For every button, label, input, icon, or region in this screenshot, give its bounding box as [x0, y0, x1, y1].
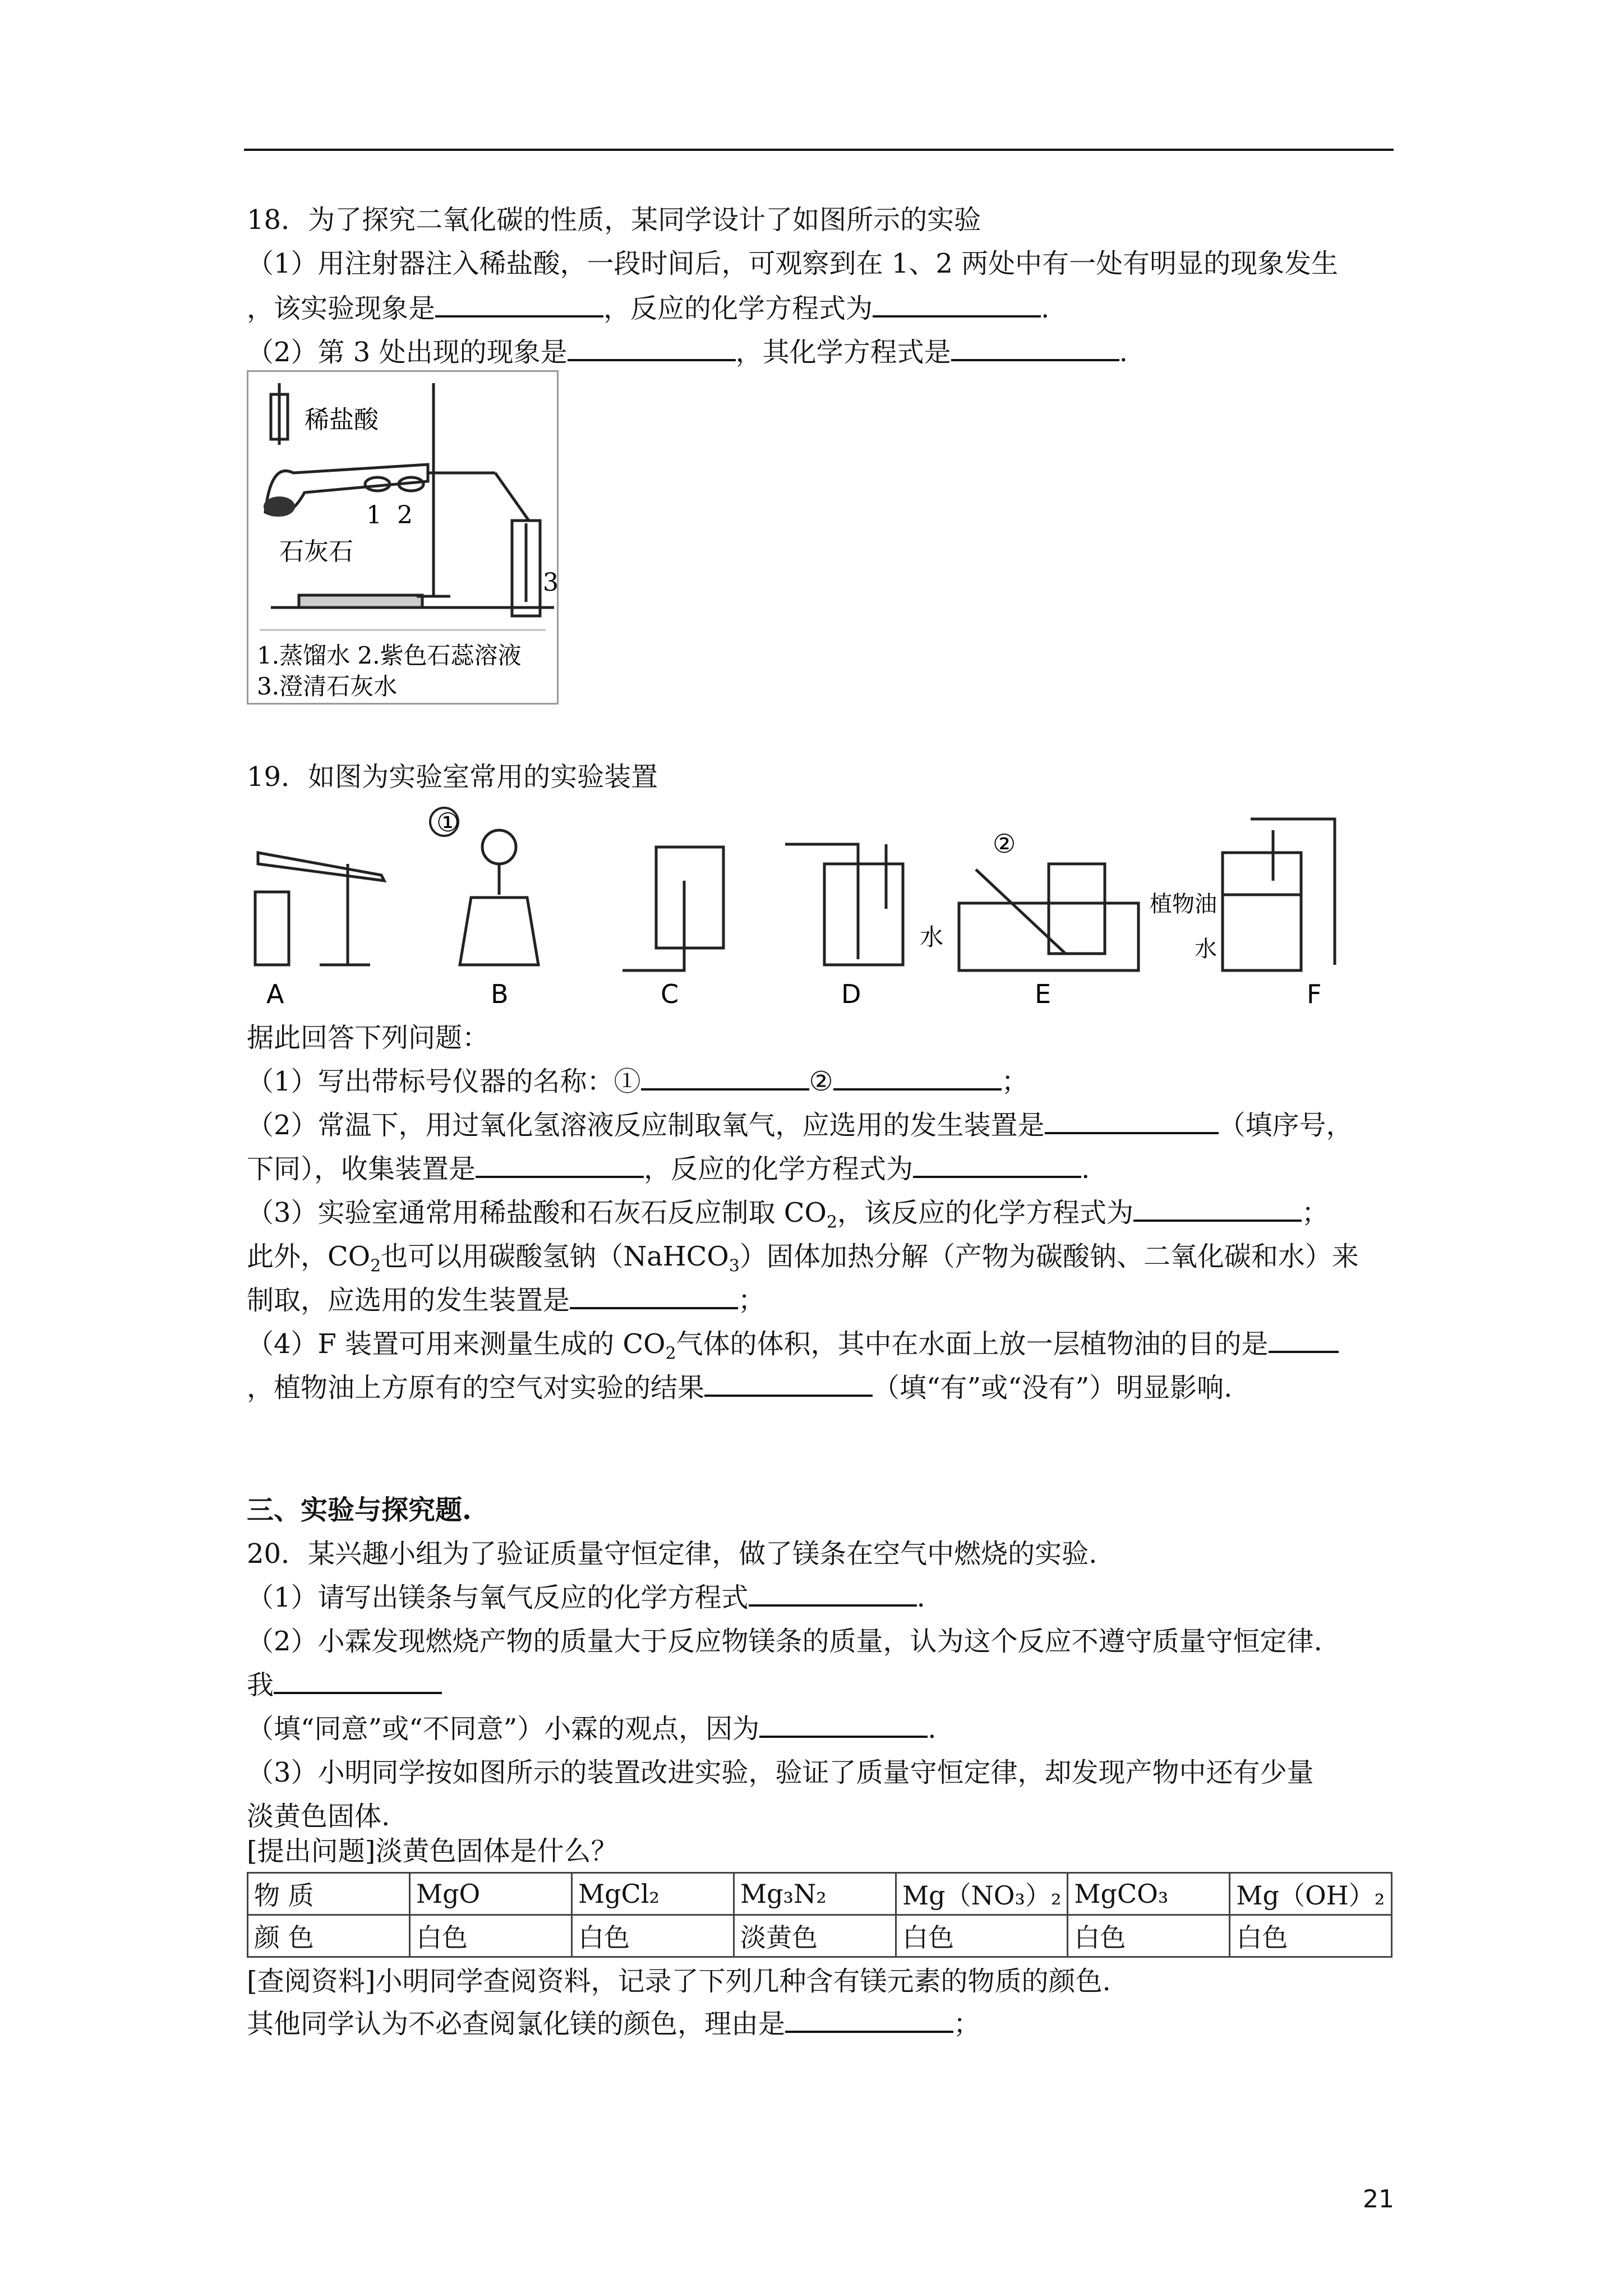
- answer-blank[interactable]: [476, 1153, 644, 1178]
- position-1-label: 1: [366, 501, 382, 530]
- label-b: B: [491, 979, 509, 1009]
- table-cell: Mg（NO₃）₂: [896, 1873, 1068, 1915]
- table-cell: 白色: [1068, 1915, 1230, 1957]
- label-a: A: [266, 979, 284, 1009]
- answer-blank[interactable]: [833, 1066, 1002, 1091]
- q20-part3-line2: 淡黄色固体.: [247, 1801, 390, 1832]
- q19-part4-line2: ，植物油上方原有的空气对实验的结果 （填“有”或“没有”）明显影响.: [247, 1372, 1233, 1404]
- header-rule: [244, 149, 1394, 151]
- q18-apparatus-figure: [247, 370, 559, 705]
- mark-1: ①: [436, 807, 460, 838]
- q18-part1-line1: （1）用注射器注入稀盐酸，一段时间后，可观察到在 1、2 两处中有一处有明显的现象发生: [247, 248, 1339, 279]
- q19-part3-line1: （3）实验室通常用稀盐酸和石灰石反应制取 $CO_2$，该反应的化学方程式为 ；: [247, 1197, 1329, 1232]
- q19-part2-line2: 下同），收集装置是 ，反应的化学方程式为 .: [247, 1153, 1090, 1185]
- page-number: 21: [1363, 2185, 1394, 2214]
- q20-part2-line1: （2）小霖发现燃烧产物的质量大于反应物镁条的质量，认为这个反应不遵守质量守恒定律.: [247, 1626, 1322, 1657]
- limestone-label: 石灰石: [279, 537, 353, 566]
- table-cell: 白色: [896, 1915, 1068, 1957]
- table-cell: Mg（OH）₂: [1230, 1873, 1392, 1915]
- answer-blank[interactable]: [704, 1372, 873, 1397]
- table-cell: 白色: [1230, 1915, 1392, 1957]
- table-cell: 白色: [410, 1915, 572, 1957]
- label-e: E: [1035, 979, 1052, 1009]
- q18-part1-line2: ，该实验现象是 ，反应的化学方程式为 .: [247, 293, 1050, 324]
- answer-blank[interactable]: [749, 1582, 917, 1607]
- magnesium-compounds-table: [247, 1872, 1393, 1958]
- oil-label: 植物油: [1150, 891, 1217, 917]
- table-row: [248, 1873, 1392, 1915]
- q19-apparatus-diagram: [247, 797, 1368, 1007]
- table-cell: MgO: [410, 1873, 572, 1915]
- position-3-label: 3: [543, 568, 559, 597]
- q18-title: 18．为了探究二氧化碳的性质，某同学设计了如图所示的实验: [247, 204, 981, 236]
- answer-blank[interactable]: [873, 293, 1041, 318]
- table-cell: 白色: [572, 1915, 734, 1957]
- q19-part1: （1）写出带标号仪器的名称：① ② ；: [247, 1066, 1029, 1097]
- answer-blank[interactable]: [951, 337, 1119, 361]
- table-cell: Mg₃N₂: [734, 1873, 896, 1915]
- answer-blank[interactable]: [913, 1153, 1081, 1178]
- answer-blank[interactable]: [274, 1669, 442, 1694]
- table-row: [248, 1915, 1392, 1957]
- q20-part2-line3: （填“同意”或“不同意”）小霖的观点，因为 .: [247, 1713, 937, 1745]
- q19-apparatus-figure: [247, 797, 1368, 1007]
- section-heading: 三、实验与探究题.: [247, 1494, 472, 1526]
- q20-part3-line1: （3）小明同学按如图所示的装置改进实验，验证了质量守恒定律，却发现产物中还有少量: [247, 1757, 1314, 1788]
- position-2-label: 2: [397, 501, 413, 530]
- mark-2: ②: [993, 829, 1016, 859]
- table-cell: MgCl₂: [572, 1873, 734, 1915]
- answer-blank[interactable]: [641, 1066, 809, 1091]
- q18-part2: （2）第 3 处出现的现象是 ，其化学方程式是 .: [247, 337, 1128, 368]
- answer-blank[interactable]: [570, 1285, 738, 1309]
- q20-question: [提出问题]淡黄色固体是什么？: [247, 1835, 618, 1867]
- water-label-f: 水: [1195, 936, 1217, 962]
- answer-blank[interactable]: [759, 1713, 928, 1738]
- label-d: D: [841, 979, 861, 1009]
- answer-blank[interactable]: [568, 337, 736, 361]
- answer-blank[interactable]: [1045, 1110, 1219, 1134]
- q19-part3-line3: 制取，应选用的发生装置是 ；: [247, 1285, 766, 1316]
- q19-part3-line2: 此外，$CO_2$也可以用碳酸氢钠（NaHCO$_3$）固体加热分解（产物为碳酸钠、二氧化碳和水）来: [247, 1241, 1359, 1276]
- q18-apparatus-diagram: [248, 372, 557, 703]
- answer-blank[interactable]: [435, 293, 603, 318]
- label-c: C: [661, 979, 679, 1009]
- table-cell: 颜 色: [248, 1915, 410, 1957]
- table-cell: 物 质: [248, 1873, 410, 1915]
- legend-line-1: 1.蒸馏水 2.紫色石蕊溶液: [257, 642, 522, 669]
- label-f: F: [1307, 979, 1322, 1009]
- table-cell: MgCO₃: [1068, 1873, 1230, 1915]
- water-label-e: 水: [920, 923, 944, 951]
- q20-part1: （1）请写出镁条与氧气反应的化学方程式 .: [247, 1582, 925, 1613]
- q19-part4-line1: （4）F 装置可用来测量生成的 $CO_2$气体的体积，其中在水面上放一层植物油的目的是: [247, 1327, 1339, 1371]
- answer-blank[interactable]: [1133, 1197, 1302, 1222]
- q19-part2-line1: （2）常温下，用过氧化氢溶液反应制取氧气，应选用的发生装置是 （填序号，: [247, 1110, 1353, 1141]
- legend-line-2: 3.澄清石灰水: [257, 673, 398, 700]
- q20-last-line: 其他同学认为不必查阅氯化镁的颜色，理由是 ；: [247, 2008, 981, 2040]
- q20-part2-line2: 我: [247, 1668, 442, 1702]
- q19-title: 19．如图为实验室常用的实验装置: [247, 761, 658, 793]
- q20-info: [查阅资料]小明同学查阅资料，记录了下列几种含有镁元素的物质的颜色.: [247, 1966, 1111, 1997]
- limestone-icon: [264, 496, 295, 517]
- q20-title: 20．某兴趣小组为了验证质量守恒定律，做了镁条在空气中燃烧的实验.: [247, 1538, 1098, 1570]
- q19-intro: 据此回答下列问题：: [247, 1022, 490, 1053]
- answer-blank[interactable]: [1269, 1328, 1339, 1353]
- syringe-label: 稀盐酸: [305, 406, 379, 434]
- table-cell: 淡黄色: [734, 1915, 896, 1957]
- answer-blank[interactable]: [785, 2008, 953, 2033]
